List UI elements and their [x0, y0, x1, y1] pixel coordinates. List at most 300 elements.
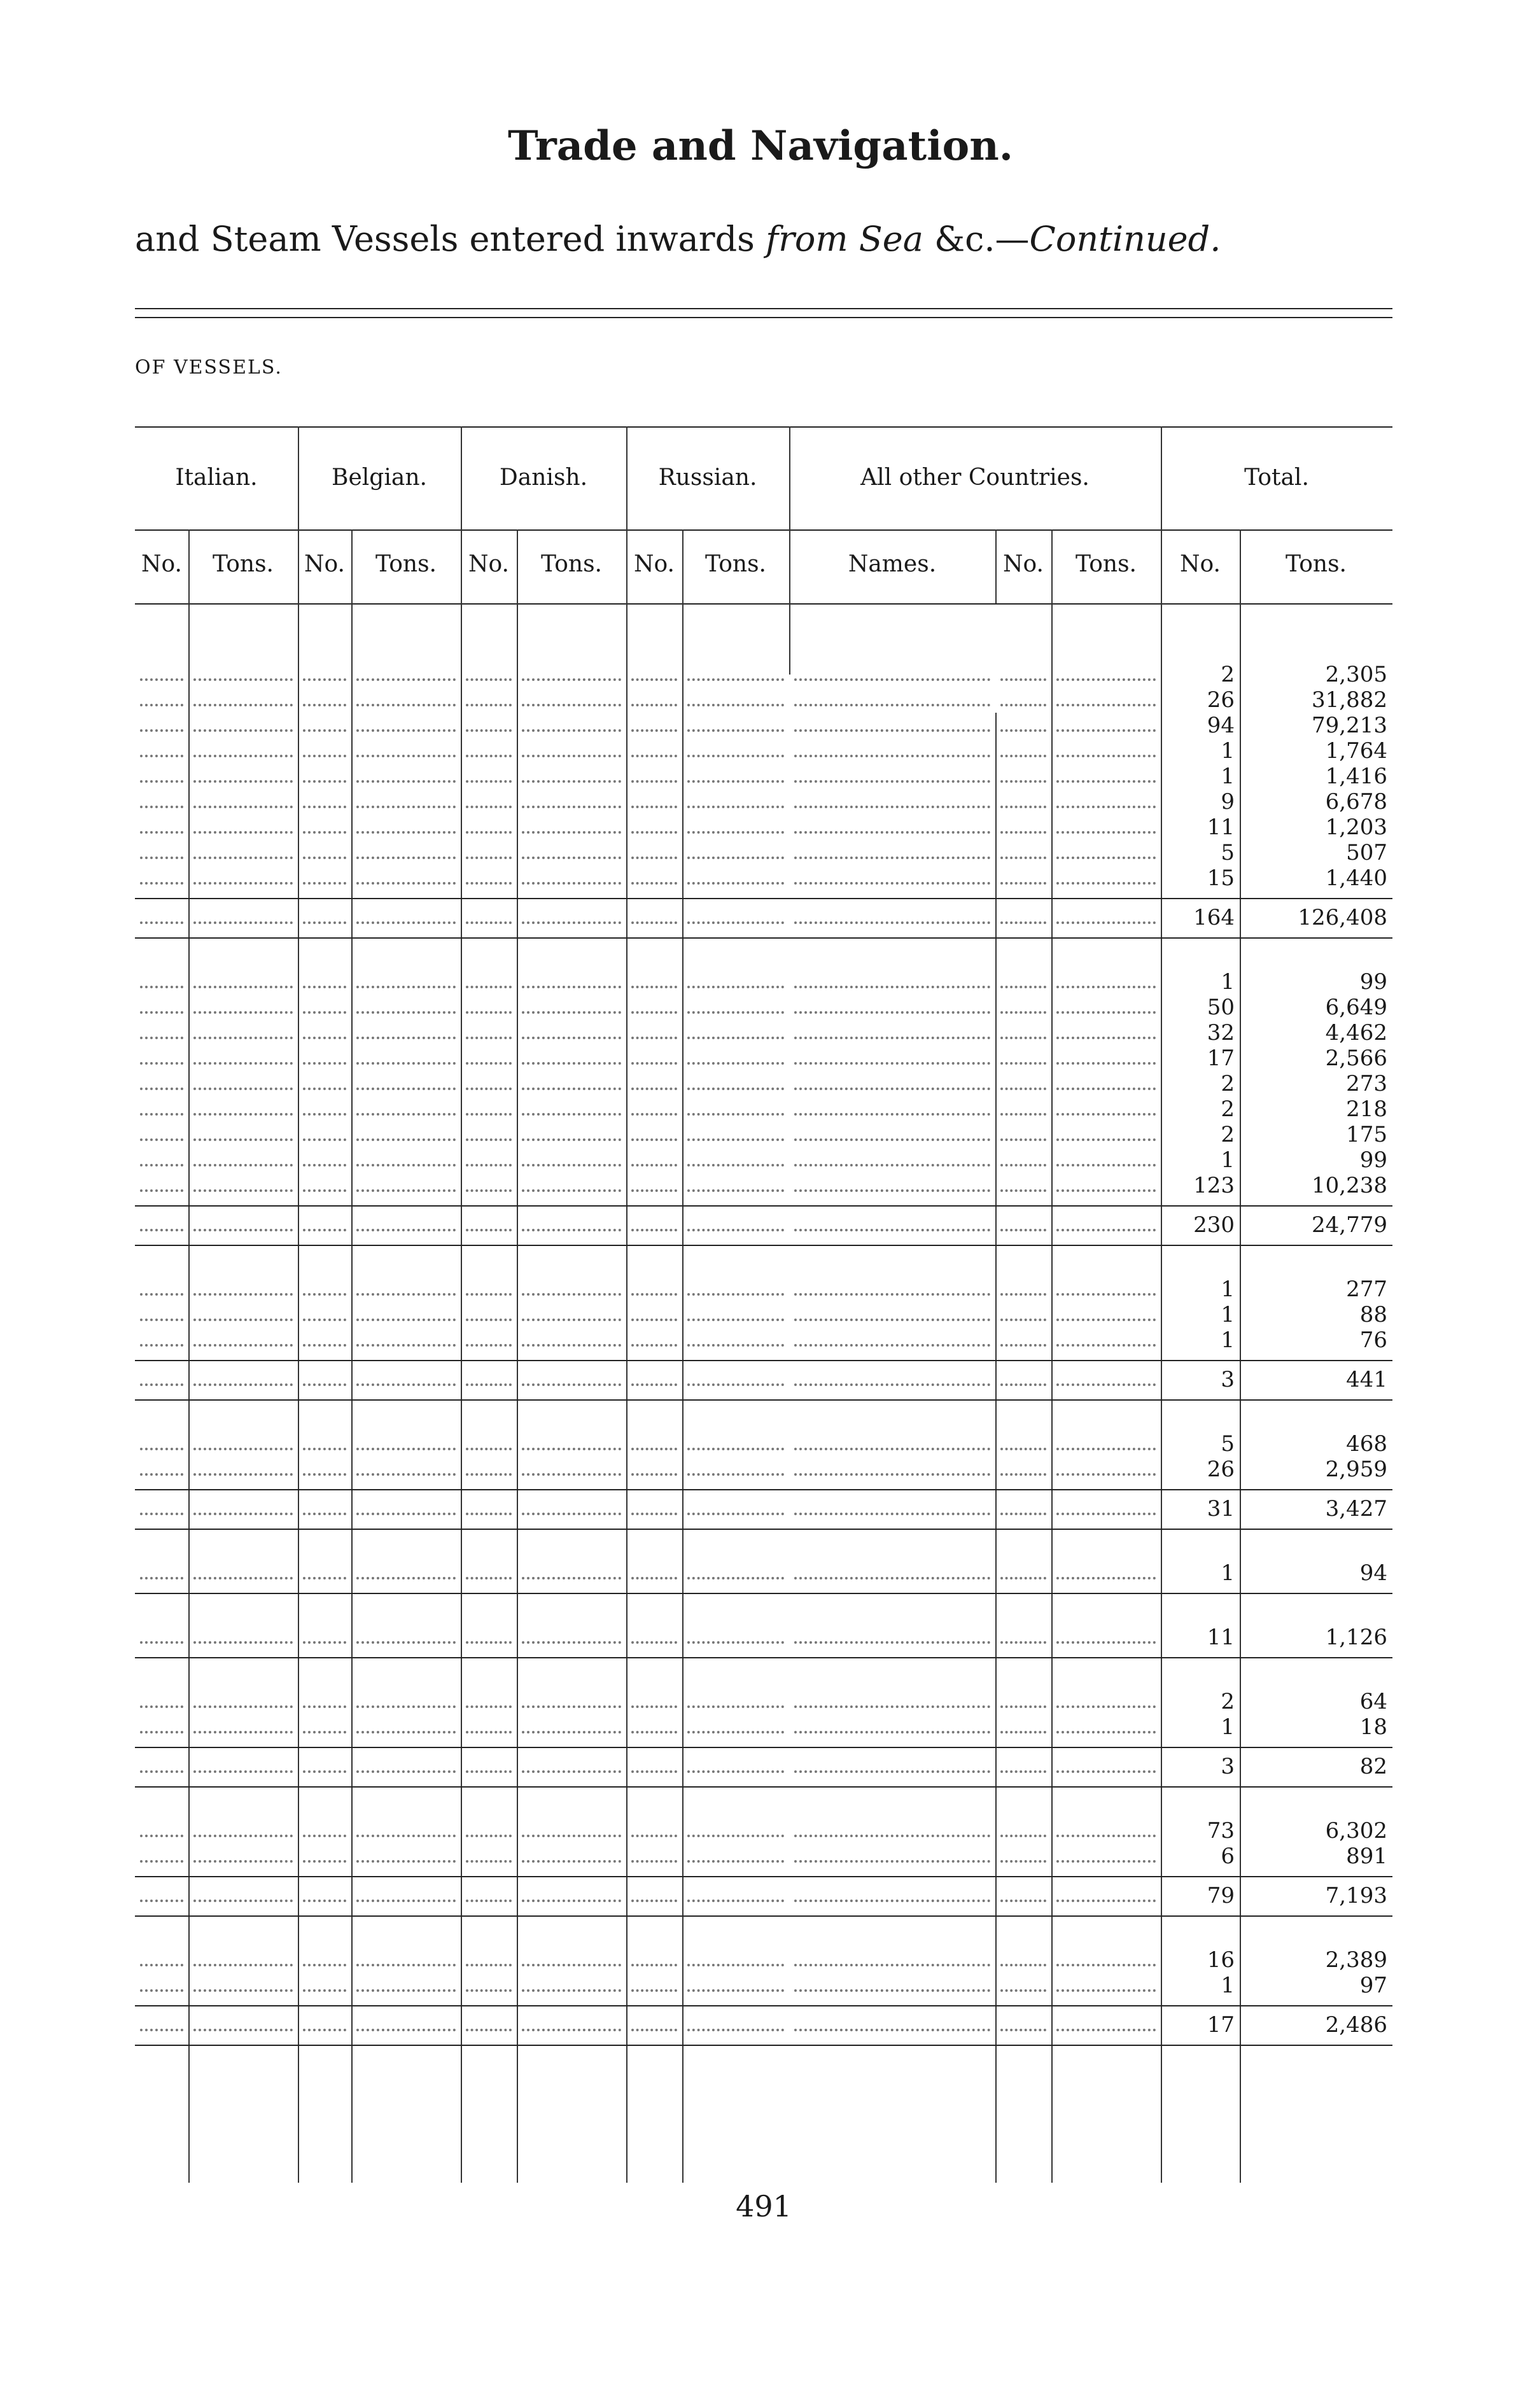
col-other-no: No. [1003, 551, 1044, 577]
leader-dots [140, 921, 183, 924]
leader-dots [193, 806, 293, 808]
subtitle-mid: &c.— [923, 219, 1030, 259]
leader-dots [1056, 986, 1156, 988]
table-subtitle [135, 219, 1221, 259]
leader-dots [687, 1835, 784, 1837]
group-total-no: 31 [1207, 1496, 1235, 1522]
leader-dots [794, 1037, 990, 1039]
group-total-tons: 94 [1359, 1560, 1387, 1586]
table-row-tons: 2,959 [1325, 1457, 1387, 1482]
leader-dots [522, 857, 621, 859]
leader-dots [1056, 1319, 1156, 1321]
subtotal-rule [135, 1747, 1392, 1748]
header-column-rule [682, 529, 683, 603]
leader-dots [193, 1860, 293, 1863]
leader-dots [356, 1989, 456, 1992]
header-column-rule [351, 529, 353, 603]
leader-dots [193, 704, 293, 706]
col-danish-no: No. [468, 551, 509, 577]
leader-dots [356, 1229, 456, 1231]
leader-dots [522, 780, 621, 783]
leader-dots [687, 1641, 784, 1644]
leader-dots [794, 729, 990, 732]
leader-dots [356, 1641, 456, 1644]
leader-dots [1056, 1164, 1156, 1166]
leader-dots [303, 1705, 346, 1708]
leader-dots [522, 1037, 621, 1039]
leader-dots [466, 678, 512, 681]
leader-dots [193, 1113, 293, 1116]
leader-dots [1056, 1731, 1156, 1733]
table-row-no: 9 [1221, 789, 1235, 815]
group-total-tons: 24,779 [1312, 1212, 1387, 1238]
leader-dots [794, 1989, 990, 1992]
header-column-rule [461, 426, 462, 603]
leader-dots [193, 1088, 293, 1090]
leader-dots [356, 1062, 456, 1065]
table-row-tons: 468 [1346, 1431, 1387, 1457]
leader-dots [687, 1113, 784, 1116]
leader-dots [466, 1860, 512, 1863]
leader-dots [193, 986, 293, 988]
leader-dots [522, 1473, 621, 1476]
leader-dots [1056, 1229, 1156, 1231]
leader-dots [140, 1770, 183, 1773]
top-rule-1 [135, 308, 1392, 309]
leader-dots [303, 1448, 346, 1450]
leader-dots [356, 704, 456, 706]
leader-dots [1056, 831, 1156, 834]
table-row-no: 73 [1207, 1818, 1235, 1844]
leader-dots [794, 1900, 990, 1902]
leader-dots [631, 755, 677, 757]
leader-dots [687, 1770, 784, 1773]
leader-dots [303, 857, 346, 859]
leader-dots [1000, 1705, 1046, 1708]
leader-dots [1000, 1088, 1046, 1090]
group-total-tons: 3,427 [1325, 1496, 1387, 1522]
leader-dots [687, 678, 784, 681]
leader-dots [140, 1989, 183, 1992]
leader-dots [794, 1448, 990, 1450]
leader-dots [631, 1011, 677, 1014]
leader-dots [687, 1860, 784, 1863]
leader-dots [1000, 678, 1046, 681]
header-rule-mid [135, 529, 1392, 531]
leader-dots [303, 1344, 346, 1347]
leader-dots [522, 1989, 621, 1992]
col-group-russian: Russian. [658, 465, 757, 491]
leader-dots [140, 1835, 183, 1837]
leader-dots [522, 1011, 621, 1014]
leader-dots [522, 882, 621, 885]
leader-dots [1000, 1641, 1046, 1644]
leader-dots [631, 678, 677, 681]
leader-dots [1000, 806, 1046, 808]
leader-dots [466, 857, 512, 859]
leader-dots [1056, 882, 1156, 885]
leader-dots [631, 2029, 677, 2031]
leader-dots [1056, 1344, 1156, 1347]
leader-dots [1000, 1383, 1046, 1386]
leader-dots [1000, 1319, 1046, 1321]
leader-dots [140, 831, 183, 834]
leader-dots [466, 1189, 512, 1192]
leader-dots [794, 1319, 990, 1321]
leader-dots [1056, 806, 1156, 808]
leader-dots [522, 1513, 621, 1515]
leader-dots [631, 1164, 677, 1166]
leader-dots [303, 1383, 346, 1386]
header-rule-bottom [135, 603, 1392, 605]
leader-dots [522, 1705, 621, 1708]
leader-dots [303, 780, 346, 783]
leader-dots [687, 2029, 784, 2031]
column-rule [682, 603, 683, 2183]
leader-dots [356, 986, 456, 988]
leader-dots [140, 780, 183, 783]
leader-dots [140, 882, 183, 885]
subtotal-rule [135, 1489, 1392, 1490]
leader-dots [1056, 1989, 1156, 1992]
table-row-tons: 2,566 [1325, 1046, 1387, 1071]
header-column-rule [298, 426, 299, 603]
leader-dots [140, 1731, 183, 1733]
leader-dots [522, 806, 621, 808]
leader-dots [1000, 986, 1046, 988]
table-row-tons: 1,764 [1325, 738, 1387, 764]
group-total-no: 164 [1193, 905, 1235, 930]
table-row-tons: 507 [1346, 840, 1387, 865]
leader-dots [193, 1164, 293, 1166]
leader-dots [140, 1189, 183, 1192]
leader-dots [466, 1641, 512, 1644]
leader-dots [303, 755, 346, 757]
leader-dots [522, 1164, 621, 1166]
leader-dots [356, 921, 456, 924]
leader-dots [631, 1964, 677, 1966]
col-group-total: Total. [1244, 465, 1309, 491]
leader-dots [1056, 1011, 1156, 1014]
leader-dots [466, 1989, 512, 1992]
table-row-tons: 6,302 [1325, 1818, 1387, 1844]
leader-dots [356, 1705, 456, 1708]
leader-dots [356, 1293, 456, 1296]
leader-dots [631, 1989, 677, 1992]
leader-dots [466, 729, 512, 732]
table-row-tons: 76 [1359, 1327, 1387, 1353]
leader-dots [466, 755, 512, 757]
leader-dots [356, 1383, 456, 1386]
group-rule [135, 2045, 1392, 2046]
column-rule [1051, 603, 1053, 2183]
leader-dots [522, 729, 621, 732]
leader-dots [1056, 678, 1156, 681]
leader-dots [631, 857, 677, 859]
leader-dots [522, 1189, 621, 1192]
leader-dots [356, 1900, 456, 1902]
leader-dots [522, 1577, 621, 1579]
table-row-no: 17 [1207, 1046, 1235, 1071]
leader-dots [356, 1037, 456, 1039]
leader-dots [193, 2029, 293, 2031]
leader-dots [466, 1964, 512, 1966]
leader-dots [1000, 2029, 1046, 2031]
table-row-no: 5 [1221, 840, 1235, 865]
leader-dots [1056, 1189, 1156, 1192]
leader-dots [687, 921, 784, 924]
leader-dots [140, 1113, 183, 1116]
leader-dots [303, 1473, 346, 1476]
table-row-tons: 79,213 [1312, 713, 1387, 738]
col-italian-tons: Tons. [213, 551, 274, 577]
leader-dots [303, 1513, 346, 1515]
leader-dots [193, 857, 293, 859]
leader-dots [687, 882, 784, 885]
leader-dots [631, 1344, 677, 1347]
leader-dots [356, 1088, 456, 1090]
leader-dots [303, 1062, 346, 1065]
leader-dots [1056, 1448, 1156, 1450]
leader-dots [303, 2029, 346, 2031]
leader-dots [631, 882, 677, 885]
header-column-rule [1161, 426, 1162, 603]
header-column-rule [789, 426, 790, 603]
leader-dots [466, 921, 512, 924]
leader-dots [140, 1011, 183, 1014]
leader-dots [466, 1088, 512, 1090]
leader-dots [522, 1229, 621, 1231]
leader-dots [1000, 1062, 1046, 1065]
leader-dots [522, 1860, 621, 1863]
leader-dots [356, 1319, 456, 1321]
leader-dots [466, 1344, 512, 1347]
leader-dots [631, 1473, 677, 1476]
section-label: OF VESSELS. [135, 356, 283, 379]
leader-dots [687, 729, 784, 732]
leader-dots [522, 1770, 621, 1773]
leader-dots [193, 1900, 293, 1902]
group-total-no: 3 [1221, 1754, 1235, 1779]
leader-dots [631, 1037, 677, 1039]
leader-dots [356, 729, 456, 732]
col-total-no: No. [1180, 551, 1221, 577]
table-row-no: 15 [1207, 865, 1235, 891]
leader-dots [1056, 1473, 1156, 1476]
leader-dots [356, 1513, 456, 1515]
leader-dots [1056, 1964, 1156, 1966]
leader-dots [193, 1344, 293, 1347]
leader-dots [356, 1164, 456, 1166]
leader-dots [1056, 1770, 1156, 1773]
leader-dots [522, 1113, 621, 1116]
leader-dots [794, 1293, 990, 1296]
column-rule [517, 603, 518, 2183]
group-total-tons: 1,126 [1325, 1625, 1387, 1650]
table-row-no: 2 [1221, 1122, 1235, 1147]
leader-dots [1000, 1011, 1046, 1014]
leader-dots [794, 1731, 990, 1733]
leader-dots [193, 1770, 293, 1773]
leader-dots [466, 882, 512, 885]
leader-dots [1000, 729, 1046, 732]
leader-dots [631, 1319, 677, 1321]
group-rule [135, 1399, 1392, 1401]
leader-dots [356, 1344, 456, 1347]
leader-dots [140, 1383, 183, 1386]
group-rule [135, 937, 1392, 939]
leader-dots [140, 1473, 183, 1476]
leader-dots [794, 1383, 990, 1386]
leader-dots [303, 1900, 346, 1902]
leader-dots [631, 831, 677, 834]
leader-dots [193, 1577, 293, 1579]
leader-dots [303, 1229, 346, 1231]
leader-dots [140, 1513, 183, 1515]
header-column-rule [517, 529, 518, 603]
leader-dots [140, 1344, 183, 1347]
col-group-belgian: Belgian. [332, 465, 427, 491]
leader-dots [687, 755, 784, 757]
leader-dots [466, 1448, 512, 1450]
leader-dots [466, 1138, 512, 1141]
leader-dots [140, 1229, 183, 1231]
leader-dots [631, 1705, 677, 1708]
column-rule [626, 603, 627, 2183]
leader-dots [631, 1835, 677, 1837]
leader-dots [303, 729, 346, 732]
table-row-tons: 2,305 [1325, 662, 1387, 687]
table-row-no: 1 [1221, 1147, 1235, 1173]
leader-dots [522, 1731, 621, 1733]
leader-dots [794, 986, 990, 988]
leader-dots [193, 755, 293, 757]
leader-dots [140, 729, 183, 732]
leader-dots [193, 1448, 293, 1450]
leader-dots [687, 1293, 784, 1296]
table-row-no: 1 [1221, 1277, 1235, 1302]
leader-dots [794, 1513, 990, 1515]
leader-dots [522, 2029, 621, 2031]
header-column-rule [188, 529, 190, 603]
leader-dots [140, 986, 183, 988]
leader-dots [466, 704, 512, 706]
subtitle-suffix: Continued. [1029, 219, 1221, 259]
leader-dots [303, 1138, 346, 1141]
col-total-tons: Tons. [1286, 551, 1347, 577]
table-row-no: 6 [1221, 1844, 1235, 1869]
leader-dots [303, 1113, 346, 1116]
table-row-tons: 273 [1346, 1071, 1387, 1096]
leader-dots [1056, 1577, 1156, 1579]
leader-dots [193, 1011, 293, 1014]
leader-dots [303, 921, 346, 924]
leader-dots [356, 1964, 456, 1966]
leader-dots [1000, 1344, 1046, 1347]
table-row-no: 1 [1221, 1973, 1235, 1998]
leader-dots [1000, 1113, 1046, 1116]
table-row-no: 1 [1221, 1327, 1235, 1353]
leader-dots [140, 2029, 183, 2031]
leader-dots [1056, 1641, 1156, 1644]
leader-dots [631, 1770, 677, 1773]
leader-dots [303, 1770, 346, 1773]
group-total-no: 79 [1207, 1883, 1235, 1908]
table-row-tons: 10,238 [1312, 1173, 1387, 1198]
leader-dots [193, 921, 293, 924]
leader-dots [466, 1113, 512, 1116]
table-row-tons: 6,678 [1325, 789, 1387, 815]
leader-dots [303, 1964, 346, 1966]
leader-dots [794, 1964, 990, 1966]
leader-dots [631, 1900, 677, 1902]
leader-dots [466, 1900, 512, 1902]
leader-dots [356, 1731, 456, 1733]
leader-dots [631, 1293, 677, 1296]
leader-dots [303, 1835, 346, 1837]
leader-dots [466, 1293, 512, 1296]
leader-dots [140, 806, 183, 808]
leader-dots [356, 755, 456, 757]
leader-dots [687, 1062, 784, 1065]
subtitle-italic: from Sea [766, 219, 923, 259]
leader-dots [522, 986, 621, 988]
table-row-no: 16 [1207, 1947, 1235, 1973]
table-row-no: 32 [1207, 1020, 1235, 1046]
header-column-rule [1240, 529, 1241, 603]
leader-dots [1000, 1770, 1046, 1773]
leader-dots [1000, 1448, 1046, 1450]
table-row-tons: 31,882 [1312, 687, 1387, 713]
table-row-no: 50 [1207, 995, 1235, 1020]
leader-dots [140, 1319, 183, 1321]
col-belgian-tons: Tons. [375, 551, 437, 577]
col-danish-tons: Tons. [541, 551, 602, 577]
leader-dots [193, 1989, 293, 1992]
leader-dots [140, 1577, 183, 1579]
leader-dots [303, 1641, 346, 1644]
leader-dots [356, 1860, 456, 1863]
leader-dots [140, 1448, 183, 1450]
leader-dots [466, 1319, 512, 1321]
leader-dots [687, 857, 784, 859]
leader-dots [303, 1319, 346, 1321]
leader-dots [193, 780, 293, 783]
table-row-tons: 88 [1359, 1302, 1387, 1327]
table-row-no: 123 [1193, 1173, 1235, 1198]
leader-dots [794, 1113, 990, 1116]
leader-dots [794, 1641, 990, 1644]
leader-dots [193, 831, 293, 834]
header-column-rule [626, 426, 627, 603]
leader-dots [303, 1989, 346, 1992]
leader-dots [303, 1293, 346, 1296]
header-rule-top [135, 426, 1392, 428]
column-rule [298, 603, 299, 2183]
leader-dots [687, 1037, 784, 1039]
leader-dots [1056, 857, 1156, 859]
leader-dots [1000, 1037, 1046, 1039]
leader-dots [1056, 780, 1156, 783]
leader-dots [687, 1011, 784, 1014]
leader-dots [631, 806, 677, 808]
leader-dots [794, 2029, 990, 2031]
leader-dots [631, 1138, 677, 1141]
leader-dots [794, 1062, 990, 1065]
table-row-tons: 891 [1346, 1844, 1387, 1869]
table-row-no: 2 [1221, 1096, 1235, 1122]
leader-dots [794, 1138, 990, 1141]
